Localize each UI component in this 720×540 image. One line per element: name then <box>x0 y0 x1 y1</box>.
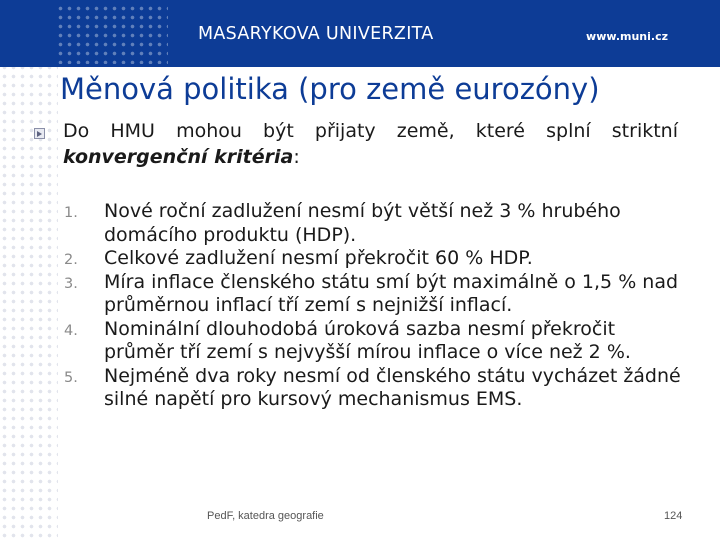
list-item-text: Nové roční zadlužení nesmí být větší než 3 % hrubého domácího produktu (HDP). <box>104 200 621 246</box>
lead-end: : <box>293 146 300 168</box>
list-item <box>60 200 690 247</box>
list-item-text: Nominální dlouhodobá úroková sazba nesmí překročit průměr tří zemí s nejvyšší mírou inflace o více než 2 %. <box>104 317 631 363</box>
lead-text: Do HMU mohou být přijaty země, které splní striktní <box>63 120 678 142</box>
lead-emphasis: konvergenční kritéria <box>63 146 294 168</box>
website-link[interactable]: www.muni.cz <box>586 30 668 43</box>
footer-department: PedF, katedra geografie <box>207 510 324 522</box>
list-item-number: 5. <box>64 369 78 386</box>
criteria-list <box>60 200 690 412</box>
slide-title: Měnová politika (pro země eurozóny) <box>60 72 600 106</box>
list-item-number: 3. <box>64 275 78 292</box>
list-item <box>60 365 690 412</box>
list-item <box>60 247 690 271</box>
list-item-text: Nejméně dva roky nesmí od členského státu vycházet žádné silné napětí pro kursový mechanismus EMS. <box>104 364 681 410</box>
list-item-number: 1. <box>64 205 78 221</box>
lead-paragraph <box>63 118 678 170</box>
list-item <box>60 318 690 365</box>
page-number: 124 <box>664 510 683 522</box>
list-item-text: Celkové zadlužení nesmí překročit 60 % HDP. <box>104 247 533 269</box>
list-item <box>60 271 690 318</box>
list-item-number: 2. <box>64 252 78 268</box>
list-item-number: 4. <box>64 322 78 339</box>
list-item-text: Míra inflace členského státu smí být maximálně o 1,5 % nad průměrnou inflací tří zemí s nejnižší inflací. <box>104 270 679 316</box>
university-name: MASARYKOVA UNIVERZITA <box>198 24 434 44</box>
bullet-arrow-icon <box>34 128 45 139</box>
